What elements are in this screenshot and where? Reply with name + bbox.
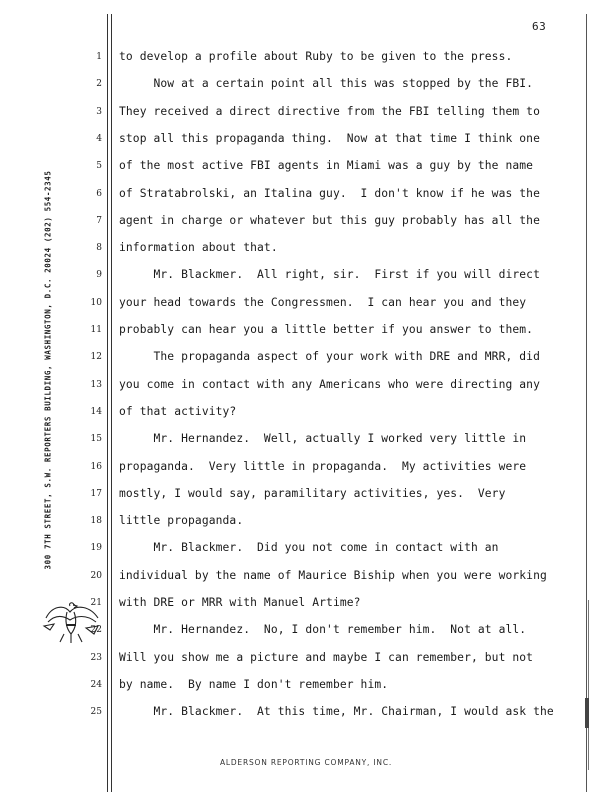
page-number: 63 bbox=[532, 20, 547, 33]
reporter-address-vertical: 300 7TH STREET, S.W. REPORTERS BUILDING, WASHINGTON, D.C. 20024 (202) 554-2345 bbox=[43, 170, 53, 570]
line-number: 11 bbox=[90, 325, 102, 335]
line-number: 5 bbox=[96, 161, 102, 172]
transcript-line: information about that. bbox=[119, 241, 278, 255]
line-number: 25 bbox=[90, 707, 102, 718]
transcript-line: Mr. Blackmer. All right, sir. First if you will direct bbox=[119, 268, 540, 282]
transcript-line: of Stratabrolski, an Italina guy. I don't know if he was the bbox=[119, 186, 540, 200]
right-margin-rule-secondary bbox=[588, 600, 589, 770]
line-number: 1 bbox=[96, 52, 102, 62]
line-number: 15 bbox=[90, 434, 102, 445]
line-number: 12 bbox=[90, 352, 102, 363]
line-number: 9 bbox=[96, 270, 102, 281]
line-number: 19 bbox=[90, 543, 102, 554]
left-margin-rule-inner bbox=[111, 14, 112, 792]
line-number: 3 bbox=[96, 106, 102, 117]
line-number: 7 bbox=[96, 215, 102, 226]
line-number: 18 bbox=[90, 516, 102, 527]
transcript-line: Mr. Hernandez. No, I don't remember him. Not at all. bbox=[119, 623, 527, 637]
line-number: 4 bbox=[96, 133, 102, 144]
line-number: 8 bbox=[96, 243, 102, 254]
transcript-line: of that activity? bbox=[119, 404, 237, 418]
transcript-line: stop all this propaganda thing. Now at that time I think one bbox=[119, 131, 540, 145]
transcript-line: individual by the name of Maurice Biship when you were working bbox=[119, 568, 547, 582]
footer-company: ALDERSON REPORTING COMPANY, INC. bbox=[219, 758, 393, 767]
transcript-line: Mr. Blackmer. Did you not come in contact with an bbox=[119, 541, 499, 555]
line-number: 13 bbox=[90, 379, 102, 390]
line-number: 24 bbox=[90, 679, 102, 690]
transcript-line: agent in charge or whatever but this guy probably has all the bbox=[119, 213, 540, 227]
line-number: 20 bbox=[90, 570, 102, 581]
transcript-line: Mr. Hernandez. Well, actually I worked very little in bbox=[119, 432, 527, 446]
transcript-line: of the most active FBI agents in Miami was a guy by the name bbox=[119, 159, 534, 173]
line-number: 6 bbox=[96, 188, 102, 199]
line-number: 23 bbox=[90, 652, 102, 663]
transcript-line: The propaganda aspect of your work with DRE and MRR, did bbox=[119, 350, 540, 364]
line-number: 14 bbox=[90, 406, 102, 417]
line-number: 2 bbox=[96, 79, 102, 90]
transcript-line: Now at a certain point all this was stopped by the FBI. bbox=[119, 77, 534, 91]
transcript-line: little propaganda. bbox=[119, 514, 244, 528]
line-number: 22 bbox=[90, 625, 102, 636]
line-number: 10 bbox=[90, 297, 102, 308]
transcript-line: to develop a profile about Ruby to be given to the press. bbox=[119, 50, 513, 63]
transcript-line: Will you show me a picture and maybe I can remember, but not bbox=[119, 650, 534, 664]
line-number: 21 bbox=[90, 598, 102, 608]
transcript-line: you come in contact with any Americans who were directing any bbox=[119, 377, 540, 391]
left-margin-rule bbox=[107, 14, 108, 792]
transcript-line: Mr. Blackmer. At this time, Mr. Chairman, I would ask the bbox=[119, 705, 554, 719]
transcript-line: with DRE or MRR with Manuel Artime? bbox=[119, 596, 361, 609]
line-number: 16 bbox=[90, 461, 102, 472]
transcript-line: probably can hear you a little better if you answer to them. bbox=[119, 323, 534, 336]
transcript-line: by name. By name I don't remember him. bbox=[119, 677, 389, 691]
margin-mark bbox=[585, 698, 589, 728]
transcript-line: your head towards the Congressmen. I can hear you and they bbox=[119, 295, 527, 309]
transcript-line: They received a direct directive from the FBI telling them to bbox=[119, 104, 540, 118]
transcript-line: mostly, I would say, paramilitary activities, yes. Very bbox=[119, 486, 506, 500]
line-number: 17 bbox=[90, 488, 102, 499]
right-margin-rule bbox=[586, 14, 587, 792]
transcript-line: propaganda. Very little in propaganda. My activities were bbox=[119, 459, 527, 473]
